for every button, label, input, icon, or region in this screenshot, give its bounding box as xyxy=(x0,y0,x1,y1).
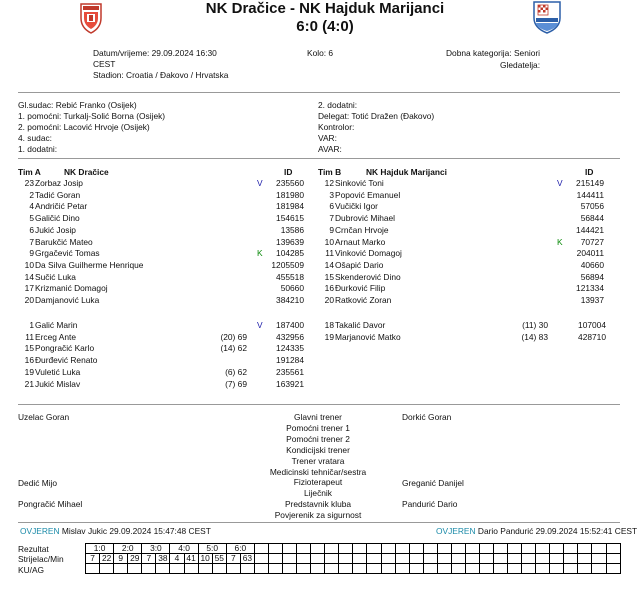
player-number: 10 xyxy=(324,236,334,247)
substitute-row xyxy=(0,320,640,332)
summary-cell xyxy=(606,544,621,554)
summary-cell: 41 xyxy=(184,554,198,564)
player-name: Marjanović Matko xyxy=(335,331,401,342)
summary-cell xyxy=(550,554,564,564)
player-id: 187400 xyxy=(276,320,304,330)
player-row xyxy=(0,260,640,272)
summary-cell: 3:0 xyxy=(142,544,170,554)
player-name: Pongračić Karlo xyxy=(35,343,95,354)
player-name: Galičić Dino xyxy=(35,213,80,224)
substitution-info: (11) 30 xyxy=(522,320,548,330)
player-id: 384210 xyxy=(276,295,304,305)
staff-name: Pongračić Mihael xyxy=(18,499,83,509)
player-name: Ošapić Dario xyxy=(335,259,384,270)
player-name: Vuletić Luka xyxy=(35,366,81,377)
summary-cell xyxy=(479,544,493,554)
substitute-row xyxy=(0,332,640,344)
summary-cell xyxy=(240,564,254,574)
team-b-id-header: ID xyxy=(585,167,594,177)
player-number: 11 xyxy=(25,331,34,342)
substitute-row xyxy=(0,379,640,391)
staff-name: Greganić Danijel xyxy=(402,478,464,488)
player-row xyxy=(0,225,640,237)
summary-cell xyxy=(451,544,465,554)
summary-cell xyxy=(86,564,100,574)
player-id: 139639 xyxy=(276,236,304,247)
summary-cell xyxy=(536,564,550,574)
team-a-label: Tim A xyxy=(18,167,41,177)
player-name: Grgačević Tomas xyxy=(35,248,100,259)
summary-row-label: KU/AG xyxy=(18,565,45,575)
summary-cell xyxy=(395,544,409,554)
summary-cell xyxy=(353,564,367,574)
player-name: Dubrović Mihael xyxy=(335,213,396,224)
player-name: Crnčan Hrvoje xyxy=(335,224,389,235)
player-id: 124335 xyxy=(276,343,304,354)
summary-cell xyxy=(465,564,479,574)
player-number: 16 xyxy=(24,355,34,366)
summary-cell xyxy=(381,564,395,574)
verification-right xyxy=(436,526,637,536)
summary-cell xyxy=(226,564,240,574)
summary-cell xyxy=(437,564,451,574)
player-number: 19 xyxy=(324,331,334,342)
summary-cell: 29 xyxy=(128,554,142,564)
substitute-row xyxy=(0,355,640,367)
summary-cell xyxy=(198,564,212,574)
player-id: 57056 xyxy=(580,201,604,212)
summary-cell xyxy=(283,564,297,574)
staff-role: Predstavnik kluba xyxy=(284,499,352,510)
match-score: 6:0 (4:0) xyxy=(296,18,354,35)
player-number: 15 xyxy=(24,343,34,354)
team-a-name: NK Dračice xyxy=(64,167,109,177)
summary-cell xyxy=(508,554,522,564)
captain-mark: K xyxy=(257,248,263,259)
summary-cell xyxy=(353,554,367,564)
summary-cell: 55 xyxy=(212,554,226,564)
summary-cell xyxy=(592,554,606,564)
summary-cell xyxy=(536,544,550,554)
substitution-info: (14) 62 xyxy=(220,343,247,354)
player-id: 181980 xyxy=(276,189,304,200)
player-id: 235560 xyxy=(276,178,304,188)
summary-row-label: Strijelac/Min xyxy=(18,554,64,564)
player-number: 16 xyxy=(324,283,334,294)
player-name: Tadić Goran xyxy=(35,189,81,200)
player-row xyxy=(0,283,640,295)
summary-cell xyxy=(451,564,465,574)
summary-cell xyxy=(522,554,536,564)
summary-cell xyxy=(297,554,311,564)
player-row xyxy=(0,213,640,225)
summary-cell xyxy=(381,554,395,564)
player-name: Da Silva Guilherme Henrique xyxy=(35,259,144,270)
summary-cell xyxy=(578,564,592,574)
summary-cell xyxy=(578,554,592,564)
player-name: Damjanović Luka xyxy=(35,295,100,305)
summary-cell xyxy=(395,564,409,574)
summary-cell xyxy=(254,564,268,574)
match-round: Kolo: 6 xyxy=(307,48,334,58)
staff-role: Povjerenik za sigurnost xyxy=(274,510,362,521)
player-id: 154615 xyxy=(276,213,304,224)
summary-cell xyxy=(269,544,283,554)
summary-cell xyxy=(339,554,353,564)
summary-cell: 22 xyxy=(100,554,114,564)
player-number: 17 xyxy=(24,283,34,294)
player-row xyxy=(0,178,640,190)
staff-role: Glavni trener xyxy=(294,412,342,422)
summary-cell: 38 xyxy=(156,554,170,564)
player-row xyxy=(0,237,640,249)
official-right-line: Delegat: Totić Dražen (Đakovo) xyxy=(318,111,435,121)
player-number: 9 xyxy=(29,248,34,259)
summary-cell xyxy=(339,564,353,574)
summary-cell xyxy=(423,554,437,564)
player-number: 7 xyxy=(29,236,34,247)
summary-cell: 7 xyxy=(226,554,240,564)
player-number: 9 xyxy=(329,224,334,235)
staff-role: Pomoćni trener 2 xyxy=(286,433,350,444)
player-name: Skenderović Dino xyxy=(335,271,401,282)
summary-cell xyxy=(423,544,437,554)
player-name: Sučić Luka xyxy=(35,271,76,282)
player-id: 13586 xyxy=(280,224,304,235)
summary-cell xyxy=(254,554,268,564)
summary-cell xyxy=(606,564,621,574)
player-id: 235561 xyxy=(276,366,304,377)
match-datetime: Datum/vrijeme: 29.09.2024 16:30 xyxy=(93,48,217,58)
official-left-line: 1. pomoćni: Turkalj-Solić Borna (Osijek) xyxy=(18,111,166,121)
summary-cell: 10 xyxy=(198,554,212,564)
summary-cell xyxy=(550,564,564,574)
summary-cell xyxy=(142,564,156,574)
player-id: 215149 xyxy=(576,178,604,188)
official-left-line: 4. sudac: xyxy=(18,133,52,143)
staff-name: Dedić Mijo xyxy=(18,478,58,488)
player-number: 2 xyxy=(29,189,34,200)
substitute-row xyxy=(0,367,640,379)
summary-cell: 4 xyxy=(170,554,184,564)
player-number: 14 xyxy=(24,271,34,282)
summary-cell: 7 xyxy=(86,554,100,564)
player-number: 1 xyxy=(29,320,34,330)
summary-cell xyxy=(311,564,325,574)
summary-table xyxy=(85,543,621,574)
staff-role: Pomoćni trener 1 xyxy=(286,422,350,433)
summary-cell xyxy=(564,554,578,564)
divider xyxy=(18,92,620,93)
official-left-line: 2. pomoćni: Lacović Hrvoje (Osijek) xyxy=(18,122,150,132)
captain-mark: K xyxy=(557,236,563,247)
official-right-line: Kontrolor: xyxy=(318,122,355,132)
match-timezone: CEST xyxy=(93,59,116,69)
player-number: 10 xyxy=(24,259,34,270)
summary-cell xyxy=(564,544,578,554)
player-row xyxy=(0,201,640,213)
player-name: Popović Emanuel xyxy=(335,189,401,200)
player-id: 121334 xyxy=(576,283,604,294)
summary-cell xyxy=(465,544,479,554)
player-number: 3 xyxy=(329,189,334,200)
summary-cell xyxy=(170,564,184,574)
summary-cell: 7 xyxy=(142,554,156,564)
player-number: 23 xyxy=(24,178,34,188)
staff-name: Uzelac Goran xyxy=(18,412,70,422)
substitution-info: (7) 69 xyxy=(225,378,247,389)
summary-cell xyxy=(283,554,297,564)
summary-cell xyxy=(325,554,339,564)
player-number: 7 xyxy=(329,213,334,224)
summary-cell xyxy=(409,554,423,564)
player-number: 6 xyxy=(29,224,34,235)
substitute-row xyxy=(0,343,640,355)
summary-cell xyxy=(437,544,451,554)
summary-cell xyxy=(508,544,522,554)
player-row xyxy=(0,248,640,260)
summary-cell xyxy=(437,554,451,564)
summary-cell xyxy=(479,564,493,574)
player-number: 18 xyxy=(324,320,334,330)
player-number: 6 xyxy=(329,201,334,212)
player-name: Erceg Ante xyxy=(35,331,76,342)
summary-cell xyxy=(578,544,592,554)
substitution-info: (14) 83 xyxy=(521,331,548,342)
divider xyxy=(18,522,620,523)
player-name: Vinković Domagoj xyxy=(335,248,402,259)
player-id: 56844 xyxy=(580,213,604,224)
summary-cell xyxy=(325,544,339,554)
summary-cell xyxy=(311,544,325,554)
summary-cell xyxy=(409,564,423,574)
summary-row xyxy=(86,564,621,574)
summary-cell: 2:0 xyxy=(114,544,142,554)
summary-cell xyxy=(395,554,409,564)
summary-cell xyxy=(325,564,339,574)
divider xyxy=(18,158,620,159)
team-b-label: Tim B xyxy=(318,167,342,177)
player-id: 428710 xyxy=(578,331,606,342)
player-number: 20 xyxy=(24,295,34,305)
summary-cell xyxy=(494,554,508,564)
player-number: 4 xyxy=(29,201,34,212)
age-category: Dobna kategorija: Seniori xyxy=(446,48,541,58)
summary-row xyxy=(86,554,621,564)
official-left-line: Gl.sudac: Rebić Franko (Osijek) xyxy=(18,100,137,110)
player-name: Barukčić Mateo xyxy=(35,236,93,247)
summary-cell xyxy=(353,544,367,554)
summary-cell xyxy=(311,554,325,564)
staff-role: Trener vratara xyxy=(291,455,345,466)
summary-cell xyxy=(339,544,353,554)
summary-cell xyxy=(522,544,536,554)
divider xyxy=(18,404,620,405)
summary-row-label: Rezultat xyxy=(18,544,49,554)
verified-text: Dario Pandurić 29.09.2024 15:52:41 CEST xyxy=(477,526,638,536)
summary-cell xyxy=(297,544,311,554)
player-name: Đurđević Renato xyxy=(35,355,98,366)
player-id: 191284 xyxy=(276,355,304,366)
player-name: Ratković Zoran xyxy=(335,295,392,305)
player-name: Jukić Mislav xyxy=(35,378,81,389)
staff-role: Medicinski tehničar/sestra xyxy=(269,466,367,477)
player-number: 5 xyxy=(29,213,34,224)
staff-name: Pandurić Dario xyxy=(402,499,458,509)
summary-cell xyxy=(564,564,578,574)
summary-cell xyxy=(367,564,381,574)
official-right-line: 2. dodatni: xyxy=(318,100,358,110)
summary-cell: 5:0 xyxy=(198,544,226,554)
player-name: Đurković Filip xyxy=(335,283,386,294)
official-right-line: AVAR: xyxy=(318,144,342,154)
summary-cell xyxy=(494,564,508,574)
summary-cell xyxy=(367,544,381,554)
player-id: 107004 xyxy=(578,320,606,330)
player-id: 13937 xyxy=(580,295,604,305)
player-name: Krizmanić Domagoj xyxy=(35,283,108,294)
summary-row xyxy=(86,544,621,554)
summary-cell: 9 xyxy=(114,554,128,564)
summary-cell xyxy=(184,564,198,574)
substitution-info: (20) 69 xyxy=(220,331,247,342)
summary-cell xyxy=(465,554,479,564)
match-stadium: Stadion: Croatia / Đakovo / Hrvatska xyxy=(93,70,229,80)
home-team-logo xyxy=(78,0,104,34)
verification-left xyxy=(20,526,211,536)
player-row xyxy=(0,190,640,202)
player-id: 455518 xyxy=(276,271,304,282)
summary-cell xyxy=(297,564,311,574)
summary-cell xyxy=(508,564,522,574)
official-right-line: VAR: xyxy=(318,133,337,143)
player-id: 144421 xyxy=(576,224,604,235)
player-id: 1205509 xyxy=(271,259,304,270)
summary-cell xyxy=(479,554,493,564)
goalkeeper-mark: V xyxy=(257,178,263,188)
player-id: 40660 xyxy=(580,259,604,270)
player-name: Takalić Davor xyxy=(335,320,386,330)
player-number: 21 xyxy=(24,378,34,389)
player-name: Sinković Toni xyxy=(335,178,384,188)
summary-cell xyxy=(592,564,606,574)
staff-role: Liječnik xyxy=(304,488,332,499)
player-id: 50660 xyxy=(280,283,304,294)
player-name: Arnaut Marko xyxy=(335,236,386,247)
summary-cell xyxy=(381,544,395,554)
player-number: 14 xyxy=(324,259,334,270)
summary-cell xyxy=(254,544,268,554)
player-name: Vučički Igor xyxy=(335,201,378,212)
away-team-logo xyxy=(532,0,562,34)
staff-role: Fizioterapeut xyxy=(293,477,343,488)
summary-cell: 1:0 xyxy=(86,544,114,554)
player-row xyxy=(0,272,640,284)
player-id: 432956 xyxy=(276,331,304,342)
summary-cell: 4:0 xyxy=(170,544,198,554)
player-name: Zorbaz Josip xyxy=(35,178,83,188)
player-name: Galić Marin xyxy=(35,320,78,330)
player-id: 56894 xyxy=(580,271,604,282)
staff-name: Dorkić Goran xyxy=(402,412,452,422)
player-id: 104285 xyxy=(276,248,304,259)
player-name: Jukić Josip xyxy=(35,224,76,235)
team-a-id-header: ID xyxy=(284,167,293,177)
player-id: 144411 xyxy=(576,189,604,200)
summary-cell xyxy=(451,554,465,564)
spectators: Gledatelja: xyxy=(500,60,541,70)
summary-cell xyxy=(606,554,621,564)
verified-label: OVJEREN xyxy=(436,526,476,536)
player-number: 20 xyxy=(324,295,334,305)
summary-cell xyxy=(269,554,283,564)
summary-cell xyxy=(100,564,114,574)
summary-cell xyxy=(494,544,508,554)
summary-cell: 6:0 xyxy=(226,544,254,554)
summary-cell xyxy=(128,564,142,574)
goalkeeper-mark: V xyxy=(557,178,563,188)
summary-cell xyxy=(550,544,564,554)
player-number: 12 xyxy=(324,178,334,188)
summary-cell xyxy=(367,554,381,564)
player-number: 11 xyxy=(325,248,334,259)
summary-cell xyxy=(212,564,226,574)
player-row xyxy=(0,295,640,307)
summary-cell xyxy=(423,564,437,574)
team-b-name: NK Hajduk Marijanci xyxy=(366,167,447,177)
summary-cell: 63 xyxy=(240,554,254,564)
verified-label: OVJEREN xyxy=(20,526,60,536)
summary-cell xyxy=(536,554,550,564)
match-title: NK Dračice - NK Hajduk Marijanci xyxy=(205,0,445,17)
goalkeeper-mark: V xyxy=(257,320,263,330)
summary-cell xyxy=(283,544,297,554)
player-id: 204011 xyxy=(576,248,604,259)
player-number: 19 xyxy=(24,366,34,377)
player-id: 163921 xyxy=(276,378,304,389)
verified-text: Mislav Jukic 29.09.2024 15:47:48 CEST xyxy=(61,526,211,536)
summary-cell xyxy=(156,564,170,574)
player-id: 70727 xyxy=(580,236,604,247)
staff-role: Kondicijski trener xyxy=(286,444,350,455)
player-name: Andričić Petar xyxy=(35,201,88,212)
summary-cell xyxy=(114,564,128,574)
official-left-line: 1. dodatni: xyxy=(18,144,58,154)
substitution-info: (6) 62 xyxy=(225,366,247,377)
summary-cell xyxy=(409,544,423,554)
player-number: 15 xyxy=(324,271,334,282)
summary-cell xyxy=(269,564,283,574)
summary-cell xyxy=(522,564,536,574)
player-id: 181984 xyxy=(276,201,304,212)
summary-cell xyxy=(592,544,606,554)
